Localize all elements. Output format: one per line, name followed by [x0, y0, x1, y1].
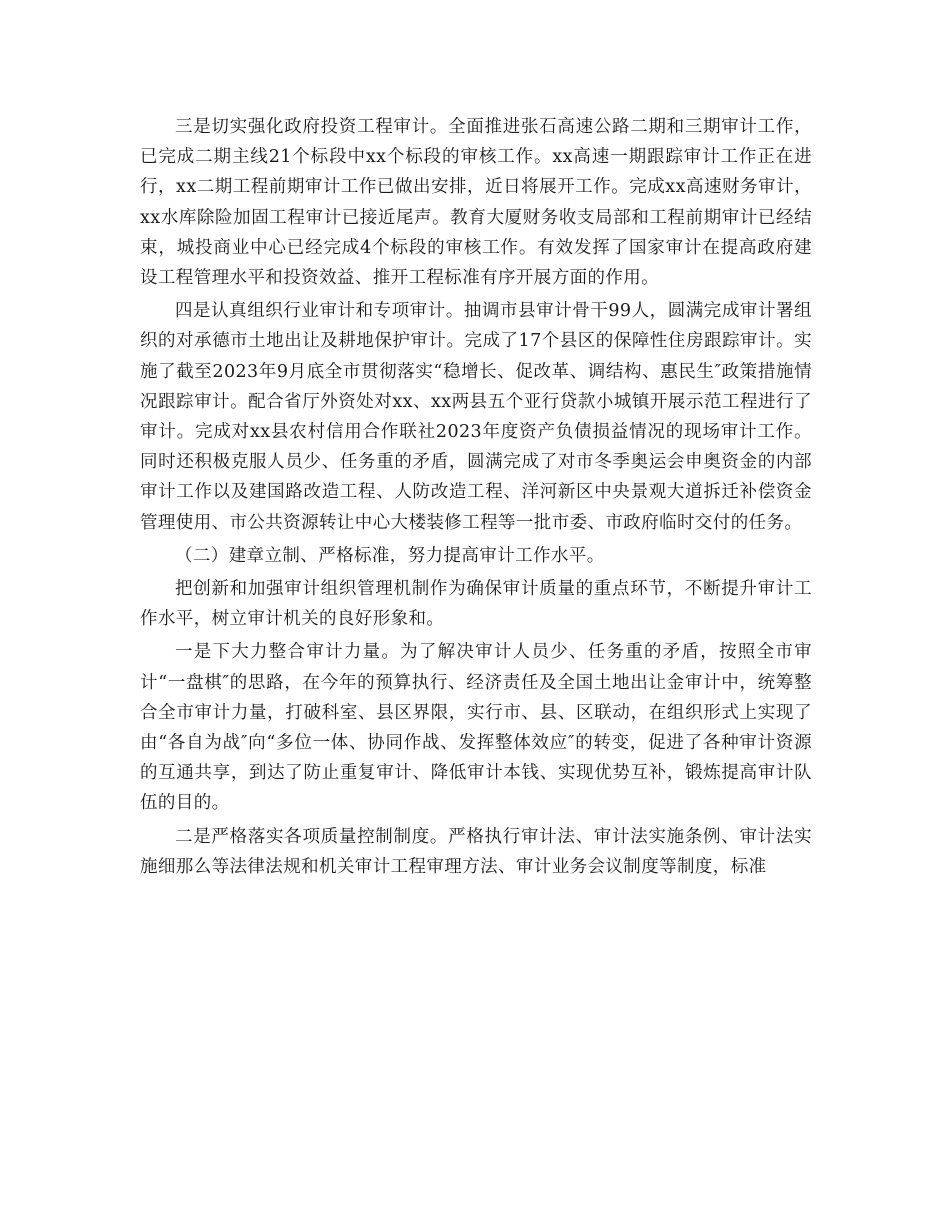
paragraph-quality-control: 二是严格落实各项质量控制制度。严格执行审计法、审计法实施条例、审计法实施细那么等法律法规和机关审计工程审理方法、审计业务会议制度等制度，标准 — [140, 826, 812, 877]
paragraph-investment-audit: 三是切实强化政府投资工程审计。全面推进张石高速公路二期和三期审计工作，已完成二期主线21个标段中xx个标段的审核工作。xx高速一期跟踪审计工作正在进行，xx二期工程前期审计工作已做出安排，近日将展开工作。完成xx高速财务审计，xx水库除险加固工程审计已接近尾声。教育大厦财务收支局部和工程前期审计已经结束，城投商业中心已经完成4个标段的审核工作。有效发挥了国家审计在提高政府建设工程管理水平和投资效益、推开工程标准有序开展方面的作用。 — [140, 117, 812, 289]
section-heading: （二）建章立制、严格标准，努力提高审计工作水平。 — [175, 545, 605, 566]
paragraph-intro: 把创新和加强审计组织管理机制作为确保审计质量的重点环节，不断提升审计工作水平，树立审计机关的良好形象和。 — [140, 579, 812, 630]
document-page — [140, 112, 812, 885]
paragraph-industry-audit: 四是认真组织行业审计和专项审计。抽调市县审计骨干99人，圆满完成审计署组织的对承德市土地出让及耕地保护审计。完成了17个县区的保障性住房跟踪审计。实施了截至2023年9月底全市贯彻落实“稳增长、促改革、调结构、惠民生″政策措施情况跟踪审计。配合省厅外资处对xx、xx两县五个亚行贷款小城镇开展示范工程进行了审计。完成对xx县农村信用合作联社2023年度资产负债损益情况的现场审计工作。同时还积极克服人员少、任务重的矛盾，圆满完成了对市冬季奥运会申奥资金的内部审计工作以及建国路改造工程、人防改造工程、洋河新区中央景观大道拆迁补偿资金管理使用、市公共资源转让中心大楼装修工程等一批市委、市政府临时交付的任务。 — [140, 301, 812, 533]
paragraph-integrate-forces: 一是下大力整合审计力量。为了解决审计人员少、任务重的矛盾，按照全市审计“一盘棋″的思路，在今年的预算执行、经济责任及全国土地出让金审计中，统筹整合全市审计力量，打破科室、县区界限，实行市、县、区联动，在组织形式上实现了由“各自为战″向“多位一体、协同作战、发挥整体效应″的转变，促进了各种审计资源的互通共享，到达了防止重复审计、降低审计本钱、实现优势互补，锻炼提高审计队伍的目的。 — [140, 642, 812, 814]
